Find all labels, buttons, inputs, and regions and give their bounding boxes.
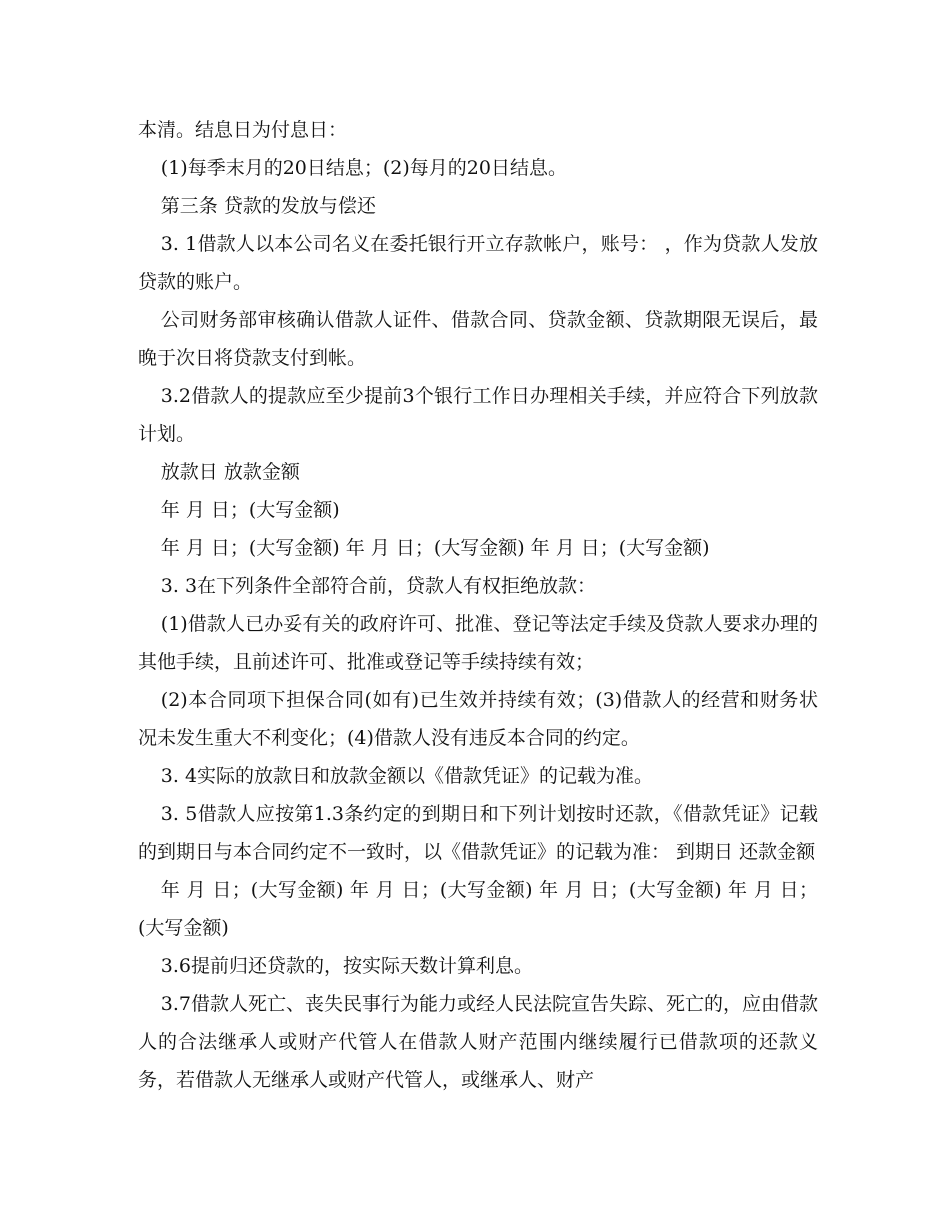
paragraph-loan-schedule-row-2: 年 月 日；(大写金额) 年 月 日；(大写金额) 年 月 日；(大写金额) (160, 537, 710, 559)
paragraph-2: (1)每季末月的20日结息；(2)每月的20日结息。 (160, 157, 567, 179)
paragraph-condition-1: (1)借款人已办妥有关的政府许可、批准、登记等法定手续及贷款人要求办理的其他手续，且前述许可、批准或登记等手续持续有效； (138, 613, 818, 673)
paragraph-condition-2-4: (2)本合同项下担保合同(如有)已生效并持续有效；(3)借款人的经营和财务状况未发生重大不利变化；(4)借款人没有违反本合同的约定。 (138, 689, 818, 749)
paragraph-3-1: 3. 1借款人以本公司名义在委托银行开立存款帐户，账号： ，作为贷款人发放贷款的账户。 (138, 233, 818, 293)
document-body (138, 111, 818, 1099)
paragraph-loan-schedule-row-1: 年 月 日；(大写金额) (160, 499, 340, 521)
paragraph-3-7: 3.7借款人死亡、丧失民事行为能力或经人民法院宣告失踪、死亡的，应由借款人的合法继承人或财产代管人在借款人财产范围内继续履行已借款项的还款义务，若借款人无继承人或财产代管人，或继承人、财产 (138, 993, 819, 1091)
paragraph-repayment-schedule: 年 月 日；(大写金额) 年 月 日；(大写金额) 年 月 日；(大写金额) 年 月 日；(大写金额) (138, 879, 818, 939)
paragraph-1: 本清。结息日为付息日： (138, 119, 348, 141)
paragraph-finance-review: 公司财务部审核确认借款人证件、借款合同、贷款金额、贷款期限无误后，最晚于次日将贷款支付到帐。 (138, 309, 818, 369)
section-heading: 第三条 贷款的发放与偿还 (160, 195, 376, 217)
paragraph-3-4: 3. 4实际的放款日和放款金额以《借款凭证》的记载为准。 (160, 765, 654, 787)
paragraph-3-6: 3.6提前归还贷款的，按实际天数计算利息。 (160, 955, 534, 977)
paragraph-loan-schedule-header: 放款日 放款金额 (160, 461, 300, 483)
paragraph-3-5: 3. 5借款人应按第1.3条约定的到期日和下列计划按时还款，《借款凭证》记载的到期日与本合同约定不一致时，以《借款凭证》的记载为准： 到期日 还款金额 (138, 803, 818, 863)
paragraph-3-2: 3.2借款人的提款应至少提前3个银行工作日办理相关手续，并应符合下列放款计划。 (138, 385, 818, 445)
paragraph-3-3: 3. 3在下列条件全部符合前，贷款人有权拒绝放款： (160, 575, 597, 597)
